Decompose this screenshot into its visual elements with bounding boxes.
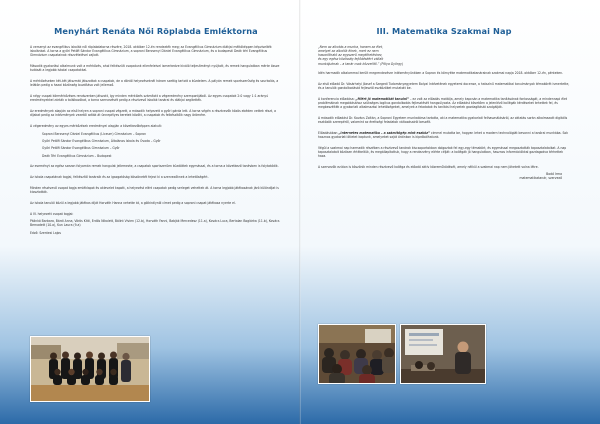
presenter-photo: [400, 324, 486, 384]
signature-name: Bodó Irma: [546, 172, 562, 177]
right-title: III. Matematika Szakmai Nap: [376, 26, 512, 36]
motto-line: amelyet az alkotók élnek, mert ez nem: [318, 49, 379, 54]
lecture-title-1: „Miért jó matematikát tanulni”: [355, 96, 409, 101]
left-paragraph-1: Második gyakorlási alkalmunk volt a mérkőzés, ahol felkészült csapatunk ellenfeleivel ismerkedve kiváló teljesítményt nyújtott, és remek hangulatban mérte össze tudását a legjobb iskolai csapatokkal.: [30, 64, 280, 73]
right-paragraph-5-end: címmel mutatta be, hogyan lehet a modern technológiát bevonni a tanórai munkába. Sok hasznos gyakorlati ötletet kaptunk, amelyeket saját óráinkon is kipróbálhatunk.: [318, 130, 569, 139]
signature-block: [318, 172, 570, 180]
motto-line: hasonlítható az egyszerű megélhetéshez,: [318, 53, 383, 58]
team-photo-image: [31, 337, 149, 401]
left-title: Menyhárt Renáta Női Röplabda Emléktorna: [54, 26, 258, 36]
right-paragraph-4: A második előadást Dr. Kovács Zoltán, a Soproni Egyetem munkatársa tartotta, aki a matematika gyakorlati felhasználásáról, az oktatás során alkalmazott digitális eszközök szerepéről, valamint az érettségi feladatok változásairól beszélt.: [318, 115, 568, 124]
right-paragraph-7: A szervezők ezúton is köszönik minden résztvevő kolléga és előadó aktív közreműködését, amely nélkül a szakmai nap nem jöhetett volna létre.: [318, 164, 539, 169]
team-label: A IV. helyezett csapat tagjai:: [30, 211, 74, 216]
motto-line: munkájuknak – a tanár csak közvetítő.” (Pólya György): [318, 61, 404, 66]
left-paragraph-7: Az iskola csapatának tagjai, felkészítő tanáraik és az igazgatóság köszönetét fejezi ki a szervezőknek a lehetőségért.: [30, 175, 209, 180]
right-page: [300, 0, 600, 424]
result-item: Győri Petőfi Sándor Evangélikus Gimnázium – Győr: [42, 146, 120, 151]
left-paragraph-8: Minden résztvevő csapat tagja emléklapot és oklevelet kapott, a helyezést elért csapatok pedig serleget vehettek át. A torna legjobb játékosának járó különdíjat is kiosztották.: [30, 186, 279, 195]
audience-photo-image: [319, 325, 395, 383]
right-paragraph-3: [318, 97, 570, 109]
left-intro: A versenyt az evangélikus iskolák női röplabdatorna részére, 2018. október 12-én rendezték meg; az Evangélikus Gimnázium diákjai méltóképpen képviselték iskolánkat. A torna a győri Petőfi Sándor Evangélikus Gimnázium, a soproni Berzsenyi Dániel Evangélikus Gimnázium, és a budapesti Deák téri Evangélikus Gimnázium csapatainak részvételével zajlott.: [30, 45, 272, 58]
team-photo: [30, 336, 150, 402]
result-item: Deák Téri Evangélikus Gimnázium – Budapest: [42, 153, 112, 158]
left-paragraph-3: A négy csapat körmérkőzéses rendszerben játszott, így minden mérkőzés számított a végeredmény szempontjából. Az egyes csapatok 2:0 vagy 1:1 arányú eredményekkel zárták a találkozókat, a torna szervezését pedig a résztvevő iskolák tanárai és diákjai segítették.: [30, 94, 269, 103]
right-paragraph-3-end: – ez volt az előadás mottója, amely kapcsán a matematika tanításának fontosságát, a mindennapi élet problémáinak megoldásához szükséges logikus gondolkodás fejlesztését hangsúlyozta. Az előadást követően a jelenlévő kollégák kérdéseket tehettek fel, és megbeszélték a gyakorlati alkalmazási lehetőségeket, amelyek a feladatok és tanítási helyzetek gazdagítását szolgálják.: [318, 96, 568, 109]
signature-role: matematikatanár, szervező: [519, 176, 562, 181]
right-paragraph-5: [318, 131, 570, 139]
left-paragraph-6: Az eseményt az egész szezon folyamán remek hangulat jellemezte, a csapatok sportszerűen küzdöttek egymással, és a torna a következő tanévben is folytatódik.: [30, 164, 279, 169]
presenter-photo-image: [401, 325, 485, 383]
motto-quote: [318, 45, 570, 66]
coach-label: Edző: Szentesi Lajos: [30, 230, 61, 235]
audience-photo: [318, 324, 396, 384]
right-paragraph-3-start: A konferencia előadása:: [318, 96, 356, 101]
motto-line: és egy egész közösség fejlődéséért vállalt: [318, 57, 384, 62]
left-paragraph-5: A végeredmény az egyes mérkőzések eredményei alapján a következőképpen alakult:: [30, 124, 162, 129]
result-item: Győri Petőfi Sándor Evangélikus Gimnázium, Általános Iskola és Óvoda – Győr: [42, 138, 161, 143]
motto-line: „Nem az alkotás a munka, hanem az élet,: [318, 45, 384, 49]
right-paragraph-2: Az első előadó Dr. Vásárhelyi József a Szegedi Tudományegyetem Bolyai Intézetének egyetemi docense, a hatszínű matematikai tanulmányok témakörét ismertette, és a tanulók gondolkodását fejlesztő eszközöket mutatott be.: [318, 81, 570, 90]
right-paragraph-1: Idén harmadik alkalommal került megrendezésre intézményünkben a Sopron és környéke matematikatanárainak szakmai napja 2018. október 12-én, pénteken.: [318, 70, 564, 75]
lecture-title-2: „Internetes matematika – a számítógép mint eszköz”: [338, 130, 430, 135]
left-paragraph-4: Az eredmények alapján az első helyen a soproni csapat végzett, a második helyezett a győri gárda lett. A torna végén a résztvevők közös ebéden vettek részt, a díjakat pedig az intézmények vezetői adták át ünnepélyes keretek között, a csapatok és felkészítőik nagy örömére.: [30, 109, 276, 118]
result-item: Soproni Berzsenyi Dániel Evangélikus (Líceum) Gimnázium – Sopron: [42, 131, 147, 136]
left-paragraph-2: A mérkőzéseken két-két játszmát játszottak a csapatok, de a döntő helyezéseknél három szettig tartott a küzdelem. A pályán remek sportszerűség és szurkolás, a lelátón pedig a hazai közönség buzdítása volt jellemző.: [30, 79, 279, 88]
left-paragraph-9: Az iskola tanulói közül a legjobb játékos díját Horváth Hanna vehette át, a gólkirálynői címet pedig a soproni csapat játékosa nyerte el.: [30, 201, 236, 206]
team-members: Pálinkó Barbara, Bárdi Anna, Vörös Kitti, Erdős Nikolett, Bálint Vivien (12.b), Horváth Fanni, Babják Mercedesz (11.a), Kovács Luca, Bertalan Boglárka (11.b), Kovács Bernadett (10.a), Kun Laura (9.a): [30, 219, 280, 228]
right-paragraph-6: Végül a szakmai nap harmadik részében a résztvevő tanárok kiscsoportokban dolgoztak fel egy-egy témakört, és egymással megosztották tapasztalataikat. A nap tapasztalatait közösen értékeltük, és megállapítottuk, hogy a rendezvény elérte célját: a kollégák jó hangulatban, hasznos információkkal gazdagodva térhettek haza.: [318, 145, 567, 159]
right-paragraph-5-start: Előadásában: [318, 130, 339, 135]
